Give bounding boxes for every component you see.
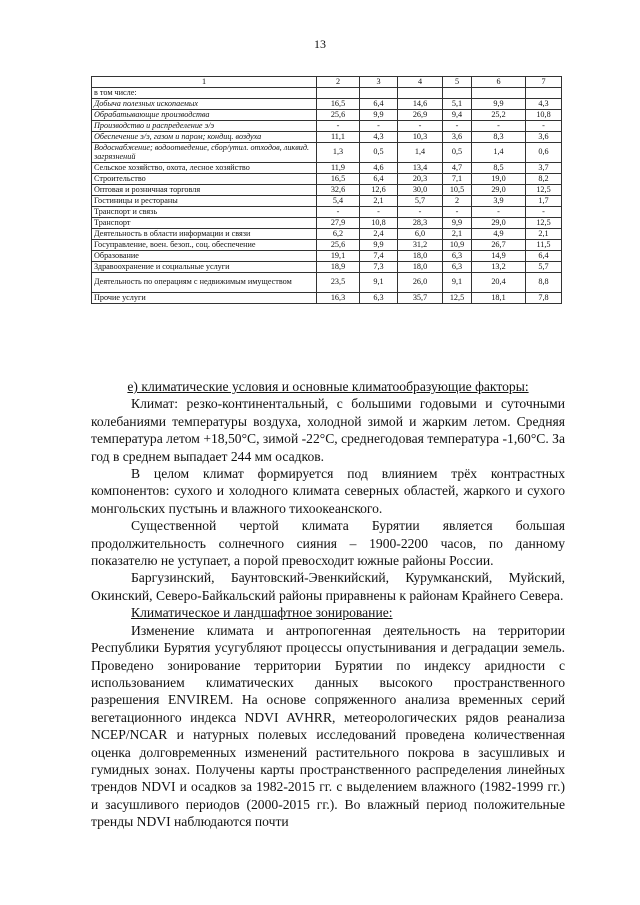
table-row xyxy=(92,218,562,229)
value-cell: 16,3 xyxy=(317,293,360,304)
value-cell: 18,0 xyxy=(398,251,443,262)
table-row xyxy=(92,121,562,132)
row-label-cell: Обрабатывающие производства xyxy=(92,110,317,121)
value-cell: 9,9 xyxy=(360,240,398,251)
row-label-cell: Оптовая и розничная торговля xyxy=(92,185,317,196)
value-cell: 2,1 xyxy=(526,229,562,240)
value-cell xyxy=(398,88,443,99)
value-cell xyxy=(443,88,472,99)
header-cell: 2 xyxy=(317,77,360,88)
value-cell: 26,0 xyxy=(398,273,443,293)
value-cell: 1,4 xyxy=(472,143,526,163)
value-cell: - xyxy=(317,121,360,132)
table-row xyxy=(92,251,562,262)
value-cell: 6,0 xyxy=(398,229,443,240)
value-cell: - xyxy=(317,207,360,218)
value-cell: 5,1 xyxy=(443,99,472,110)
value-cell: 10,9 xyxy=(443,240,472,251)
value-cell: 3,9 xyxy=(472,196,526,207)
value-cell: 31,2 xyxy=(398,240,443,251)
value-cell: 29,0 xyxy=(472,218,526,229)
value-cell: 30,0 xyxy=(398,185,443,196)
value-cell: 0,5 xyxy=(443,143,472,163)
value-cell: - xyxy=(526,121,562,132)
value-cell: 25,6 xyxy=(317,240,360,251)
value-cell: 32,6 xyxy=(317,185,360,196)
row-label-cell: Гостиницы и рестораны xyxy=(92,196,317,207)
table-row xyxy=(92,207,562,218)
value-cell: - xyxy=(398,207,443,218)
table-row xyxy=(92,262,562,273)
value-cell: 9,1 xyxy=(443,273,472,293)
value-cell: 3,7 xyxy=(526,163,562,174)
value-cell: 9,9 xyxy=(360,110,398,121)
value-cell xyxy=(526,88,562,99)
row-label-cell: Прочие услуги xyxy=(92,293,317,304)
value-cell: 14,6 xyxy=(398,99,443,110)
header-cell: 5 xyxy=(443,77,472,88)
row-label-cell: Строительство xyxy=(92,174,317,185)
value-cell: - xyxy=(360,207,398,218)
value-cell: 4,3 xyxy=(360,132,398,143)
value-cell xyxy=(317,88,360,99)
value-cell: 2,1 xyxy=(443,229,472,240)
value-cell: 35,7 xyxy=(398,293,443,304)
value-cell: 8,2 xyxy=(526,174,562,185)
value-cell: 1,3 xyxy=(317,143,360,163)
value-cell: 28,3 xyxy=(398,218,443,229)
value-cell: 9,9 xyxy=(443,218,472,229)
value-cell: 10,3 xyxy=(398,132,443,143)
row-label-cell: Производство и распределение э/э xyxy=(92,121,317,132)
value-cell: 12,6 xyxy=(360,185,398,196)
value-cell: - xyxy=(360,121,398,132)
value-cell: 7,8 xyxy=(526,293,562,304)
value-cell: 20,4 xyxy=(472,273,526,293)
table-row xyxy=(92,185,562,196)
table-row xyxy=(92,88,562,99)
value-cell: 2,4 xyxy=(360,229,398,240)
value-cell: 11,5 xyxy=(526,240,562,251)
value-cell: 10,8 xyxy=(360,218,398,229)
section-heading: е) климатические условия и основные климатообразующие факторы: xyxy=(127,379,529,394)
row-label-cell: Деятельность по операциям с недвижимым имуществом xyxy=(92,273,317,293)
value-cell: 5,7 xyxy=(398,196,443,207)
header-cell: 6 xyxy=(472,77,526,88)
table-row xyxy=(92,143,562,163)
value-cell: 4,6 xyxy=(360,163,398,174)
value-cell: 5,7 xyxy=(526,262,562,273)
value-cell: 4,7 xyxy=(443,163,472,174)
paragraph-climate: Климат: резко-континентальный, с большими годовыми и суточными колебаниями температуры воздуха, холодной зимой и жарким летом. Средняя температура летом +18,50°С, зимой -22°С, среднегодовая температура -1,60°С. За год в среднем выпадает 244 мм осадков. xyxy=(91,396,565,464)
value-cell: 25,2 xyxy=(472,110,526,121)
value-cell: 0,6 xyxy=(526,143,562,163)
value-cell: 9,1 xyxy=(360,273,398,293)
table-row xyxy=(92,293,562,304)
table-row xyxy=(92,110,562,121)
value-cell: 13,4 xyxy=(398,163,443,174)
paragraph-sunshine: Существенной чертой климата Бурятии является большая продолжительность солнечного сияния – 1900-2200 часов, по данному показателю не уступает, а порой превосходит южные районы России. xyxy=(91,518,565,569)
row-label-cell: Транспорт xyxy=(92,218,317,229)
table-row xyxy=(92,99,562,110)
value-cell: - xyxy=(443,207,472,218)
value-cell xyxy=(472,88,526,99)
row-label-cell: Деятельность в области информации и связи xyxy=(92,229,317,240)
table-row xyxy=(92,163,562,174)
page-number: 13 xyxy=(314,37,326,51)
header-cell: 3 xyxy=(360,77,398,88)
value-cell: 4,9 xyxy=(472,229,526,240)
value-cell: 6,4 xyxy=(526,251,562,262)
value-cell: 3,6 xyxy=(443,132,472,143)
value-cell: 18,1 xyxy=(472,293,526,304)
value-cell: - xyxy=(398,121,443,132)
value-cell: 10,5 xyxy=(443,185,472,196)
value-cell: 12,5 xyxy=(443,293,472,304)
value-cell: 7,3 xyxy=(360,262,398,273)
value-cell: 2 xyxy=(443,196,472,207)
value-cell: 8,8 xyxy=(526,273,562,293)
row-label-cell: Транспорт и связь xyxy=(92,207,317,218)
table-row xyxy=(92,174,562,185)
value-cell: 6,2 xyxy=(317,229,360,240)
value-cell: 8,5 xyxy=(472,163,526,174)
value-cell: 6,4 xyxy=(360,99,398,110)
value-cell: 29,0 xyxy=(472,185,526,196)
value-cell: 9,9 xyxy=(472,99,526,110)
table-row xyxy=(92,132,562,143)
value-cell: 10,8 xyxy=(526,110,562,121)
value-cell: 18,0 xyxy=(398,262,443,273)
table-header-row xyxy=(92,77,562,88)
value-cell: 26,9 xyxy=(398,110,443,121)
value-cell: 26,7 xyxy=(472,240,526,251)
value-cell: 6,4 xyxy=(360,174,398,185)
value-cell: - xyxy=(472,207,526,218)
value-cell: 7,1 xyxy=(443,174,472,185)
value-cell: 27,9 xyxy=(317,218,360,229)
table-row xyxy=(92,229,562,240)
header-cell: 1 xyxy=(92,77,317,88)
value-cell: 11,1 xyxy=(317,132,360,143)
value-cell: 13,2 xyxy=(472,262,526,273)
value-cell: 9,4 xyxy=(443,110,472,121)
row-label-cell: Водоснабжение; водоотведение, сбор/утил. отходов, ликвид. загрязнений xyxy=(92,143,317,163)
value-cell: 2,1 xyxy=(360,196,398,207)
row-label-cell: Сельское хозяйство, охота, лесное хозяйство xyxy=(92,163,317,174)
value-cell: 6,3 xyxy=(443,251,472,262)
value-cell: 16,5 xyxy=(317,99,360,110)
row-label-cell: Образование xyxy=(92,251,317,262)
paragraph-zoning: Изменение климата и антропогенная деятельность на территории Республики Бурятия усугубляют процессы опустынивания и деградации земель. Проведено зонирование территории Бурятии по индексу аридности с использованием климатических данных высокого пространственного разрешения ENVIREM. На основе сопряженного анализа временных серий вегетационного индекса NDVI AVHRR, метеорологических рядов реанализа NCEP/NCAR и натурных полевых исследований проведена количественная оценка долговременных изменений растительного покрова в засушливых и гумидных зонах. Получены карты пространственного распределения линейных трендов NDVI и осадков за 1982-2015 гг. с выделением влажного (1982-1999 гг.) и засушливого периодов (2000-2015 гг.). Во влажный период положительные тренды NDVI наблюдаются почти xyxy=(91,622,565,830)
row-label-cell: Обеспечение э/э, газом и паром; кондиц. воздуха xyxy=(92,132,317,143)
value-cell: 20,3 xyxy=(398,174,443,185)
row-label-cell: Здравоохранение и социальные услуги xyxy=(92,262,317,273)
row-label-cell: Добыча полезных ископаемых xyxy=(92,99,317,110)
value-cell: 3,6 xyxy=(526,132,562,143)
value-cell: 23,5 xyxy=(317,273,360,293)
value-cell: 0,5 xyxy=(360,143,398,163)
value-cell: 16,5 xyxy=(317,174,360,185)
value-cell: 12,5 xyxy=(526,185,562,196)
value-cell: 1,4 xyxy=(398,143,443,163)
table-row xyxy=(92,273,562,293)
value-cell: 8,3 xyxy=(472,132,526,143)
value-cell: - xyxy=(443,121,472,132)
table-row xyxy=(92,240,562,251)
header-cell: 4 xyxy=(398,77,443,88)
value-cell: 6,3 xyxy=(443,262,472,273)
value-cell: 1,7 xyxy=(526,196,562,207)
document-body xyxy=(91,378,565,831)
value-cell: 6,3 xyxy=(360,293,398,304)
value-cell: 14,9 xyxy=(472,251,526,262)
value-cell: - xyxy=(526,207,562,218)
value-cell xyxy=(360,88,398,99)
value-cell: 19,0 xyxy=(472,174,526,185)
table-body xyxy=(92,77,562,304)
table-row xyxy=(92,196,562,207)
row-label-cell: в том числе: xyxy=(92,88,317,99)
subsection-heading: Климатическое и ландшафтное зонирование: xyxy=(131,605,393,621)
value-cell: 7,4 xyxy=(360,251,398,262)
value-cell: 5,4 xyxy=(317,196,360,207)
value-cell: 4,3 xyxy=(526,99,562,110)
header-cell: 7 xyxy=(526,77,562,88)
value-cell: - xyxy=(472,121,526,132)
value-cell: 18,9 xyxy=(317,262,360,273)
row-label-cell: Госуправление, воен. безоп., соц. обеспечение xyxy=(92,240,317,251)
statistics-table xyxy=(91,76,562,304)
value-cell: 25,6 xyxy=(317,110,360,121)
value-cell: 12,5 xyxy=(526,218,562,229)
paragraph-far-north-districts: Баргузинский, Баунтовский-Эвенкийский, Курумканский, Муйский, Окинский, Северо-Байкальский районы приравнены к районам Крайнего Севера. xyxy=(91,570,565,603)
paragraph-climate-components: В целом климат формируется под влиянием трёх контрастных компонентов: сухого и холодного климата северных областей, жаркого и сухого монгольских пустынь и влажного тихоокеанского. xyxy=(91,466,565,516)
value-cell: 11,9 xyxy=(317,163,360,174)
value-cell: 19,1 xyxy=(317,251,360,262)
